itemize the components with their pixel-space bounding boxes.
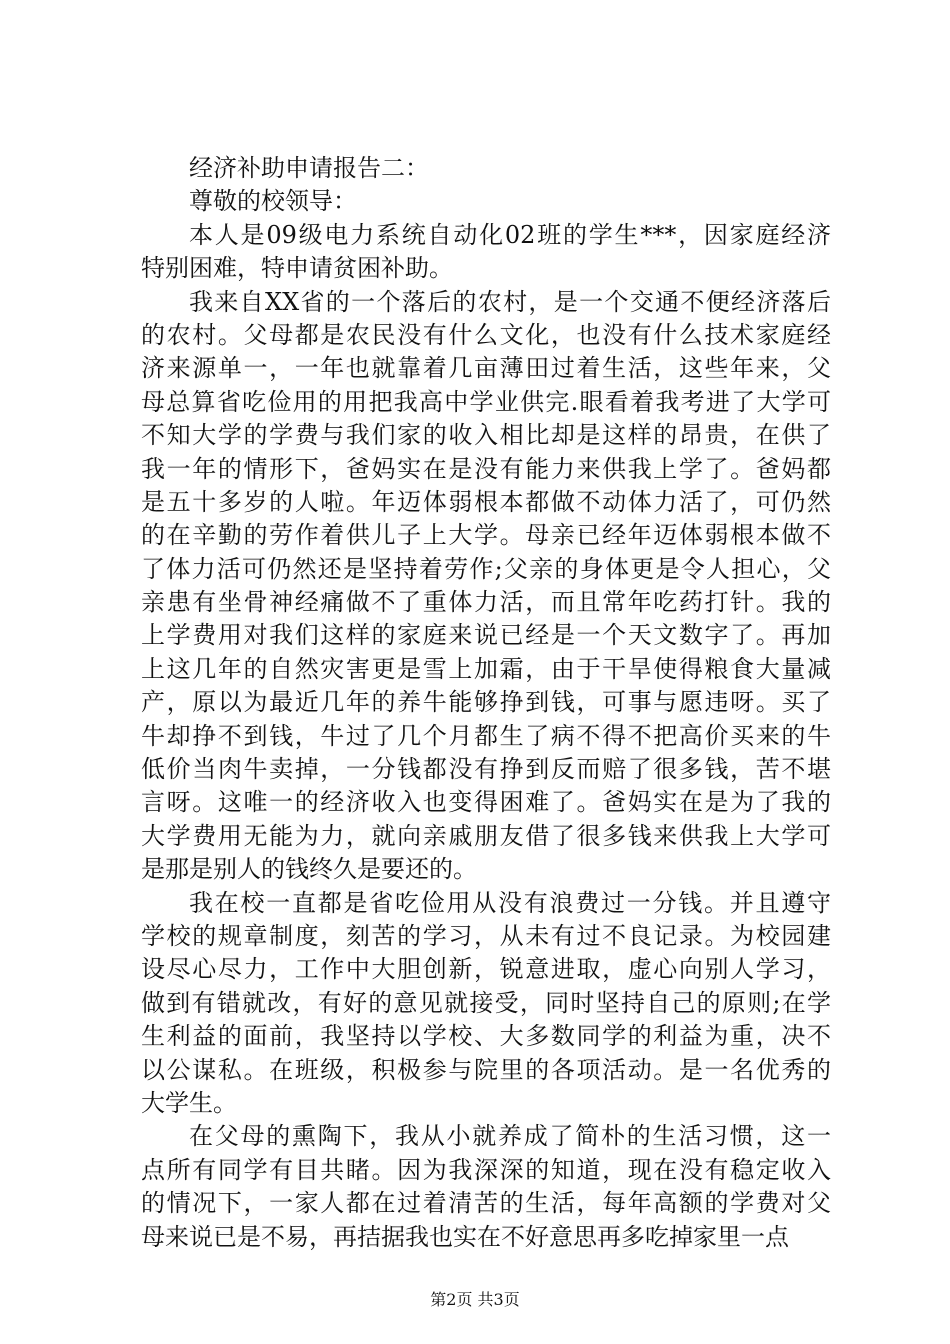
- paragraph-line: 济来源单一，一年也就靠着几亩薄田过着生活，这些年来，父: [141, 354, 831, 383]
- paragraph-line: 点所有同学有目共睹。因为我深深的知道，现在没有稳定收入: [141, 1155, 831, 1184]
- paragraph-line: 我来自XX省的一个落后的农村，是一个交通不便经济落后: [189, 287, 831, 316]
- paragraph-line: 的在辛勤的劳作着供儿子上大学。母亲已经年迈体弱根本做不: [141, 521, 831, 550]
- paragraph-line: 本人是09级电力系统自动化02班的学生***，因家庭经济: [189, 220, 831, 249]
- paragraph-line: 言呀。这唯一的经济收入也变得困难了。爸妈实在是为了我的: [141, 788, 831, 817]
- paragraph-line: 低价当肉牛卖掉，一分钱都没有挣到反而赔了很多钱，苦不堪: [141, 755, 831, 784]
- paragraph: [141, 887, 831, 1121]
- paragraph-line: 母来说已是不易，再拮据我也实在不好意思再多吃掉家里一点: [141, 1222, 789, 1251]
- paragraphs: [141, 219, 831, 1254]
- paragraph-line: 是五十多岁的人啦。年迈体弱根本都做不动体力活了，可仍然: [141, 487, 831, 516]
- paragraph-line: 我一年的情形下，爸妈实在是没有能力来供我上学了。爸妈都: [141, 454, 831, 483]
- paragraph-line: 上学费用对我们这样的家庭来说已经是一个天文数字了。再加: [141, 621, 831, 650]
- paragraph-line: 做到有错就改，有好的意见就接受，同时坚持自己的原则;在学: [141, 988, 831, 1017]
- paragraph-line: 我在校一直都是省吃俭用从没有浪费过一分钱。并且遵守: [189, 888, 831, 917]
- paragraph-line: 在父母的熏陶下，我从小就养成了简朴的生活习惯，这一: [189, 1122, 831, 1151]
- page-footer: 第2页 共3页: [430, 1290, 520, 1309]
- paragraph-line: 以公谋私。在班级，积极参与院里的各项活动。是一名优秀的: [141, 1055, 831, 1084]
- paragraph-line: 的情况下，一家人都在过着清苦的生活，每年高额的学费对父: [141, 1189, 831, 1218]
- paragraph-line: 生利益的面前，我坚持以学校、大多数同学的利益为重，决不: [141, 1022, 831, 1051]
- paragraph-line: 的农村。父母都是农民没有什么文化，也没有什么技术家庭经: [141, 320, 831, 349]
- paragraph-line: 是那是别人的钱终久是要还的。: [141, 855, 477, 884]
- paragraph-line: 设尽心尽力，工作中大胆创新，锐意进取，虚心向别人学习，: [141, 955, 831, 984]
- paragraph-line: 牛却挣不到钱，牛过了几个月都生了病不得不把高价买来的牛: [141, 721, 831, 750]
- paragraph-line: 亲患有坐骨神经痛做不了重体力活，而且常年吃药打针。我的: [141, 588, 831, 617]
- paragraph-line: 了体力活可仍然还是坚持着劳作;父亲的身体更是令人担心，父: [141, 554, 831, 583]
- paragraph: [141, 1120, 831, 1254]
- document-heading: 经济补助申请报告二：: [189, 154, 429, 182]
- salutation: 尊敬的校领导：: [189, 187, 357, 216]
- paragraph-line: 学校的规章制度，刻苦的学习，从未有过不良记录。为校园建: [141, 921, 831, 950]
- paragraph-line: 不知大学的学费与我们家的收入相比却是这样的昂贵，在供了: [141, 421, 831, 450]
- paragraph-line: 特别困难，特申请贫困补助。: [141, 254, 453, 283]
- paragraph: [141, 286, 831, 887]
- paragraph-line: 大学生。: [141, 1088, 237, 1117]
- document-body: [141, 152, 831, 1254]
- paragraph: [141, 219, 831, 286]
- paragraph-line: 大学费用无能为力，就向亲戚朋友借了很多钱来供我上大学可: [141, 821, 831, 850]
- paragraph-line: 母总算省吃俭用的用把我高中学业供完.眼看着我考进了大学可: [141, 387, 831, 416]
- paragraph-line: 上这几年的自然灾害更是雪上加霜，由于干旱使得粮食大量减: [141, 654, 831, 683]
- paragraph-line: 产，原以为最近几年的养牛能够挣到钱，可事与愿违呀。买了: [141, 688, 831, 717]
